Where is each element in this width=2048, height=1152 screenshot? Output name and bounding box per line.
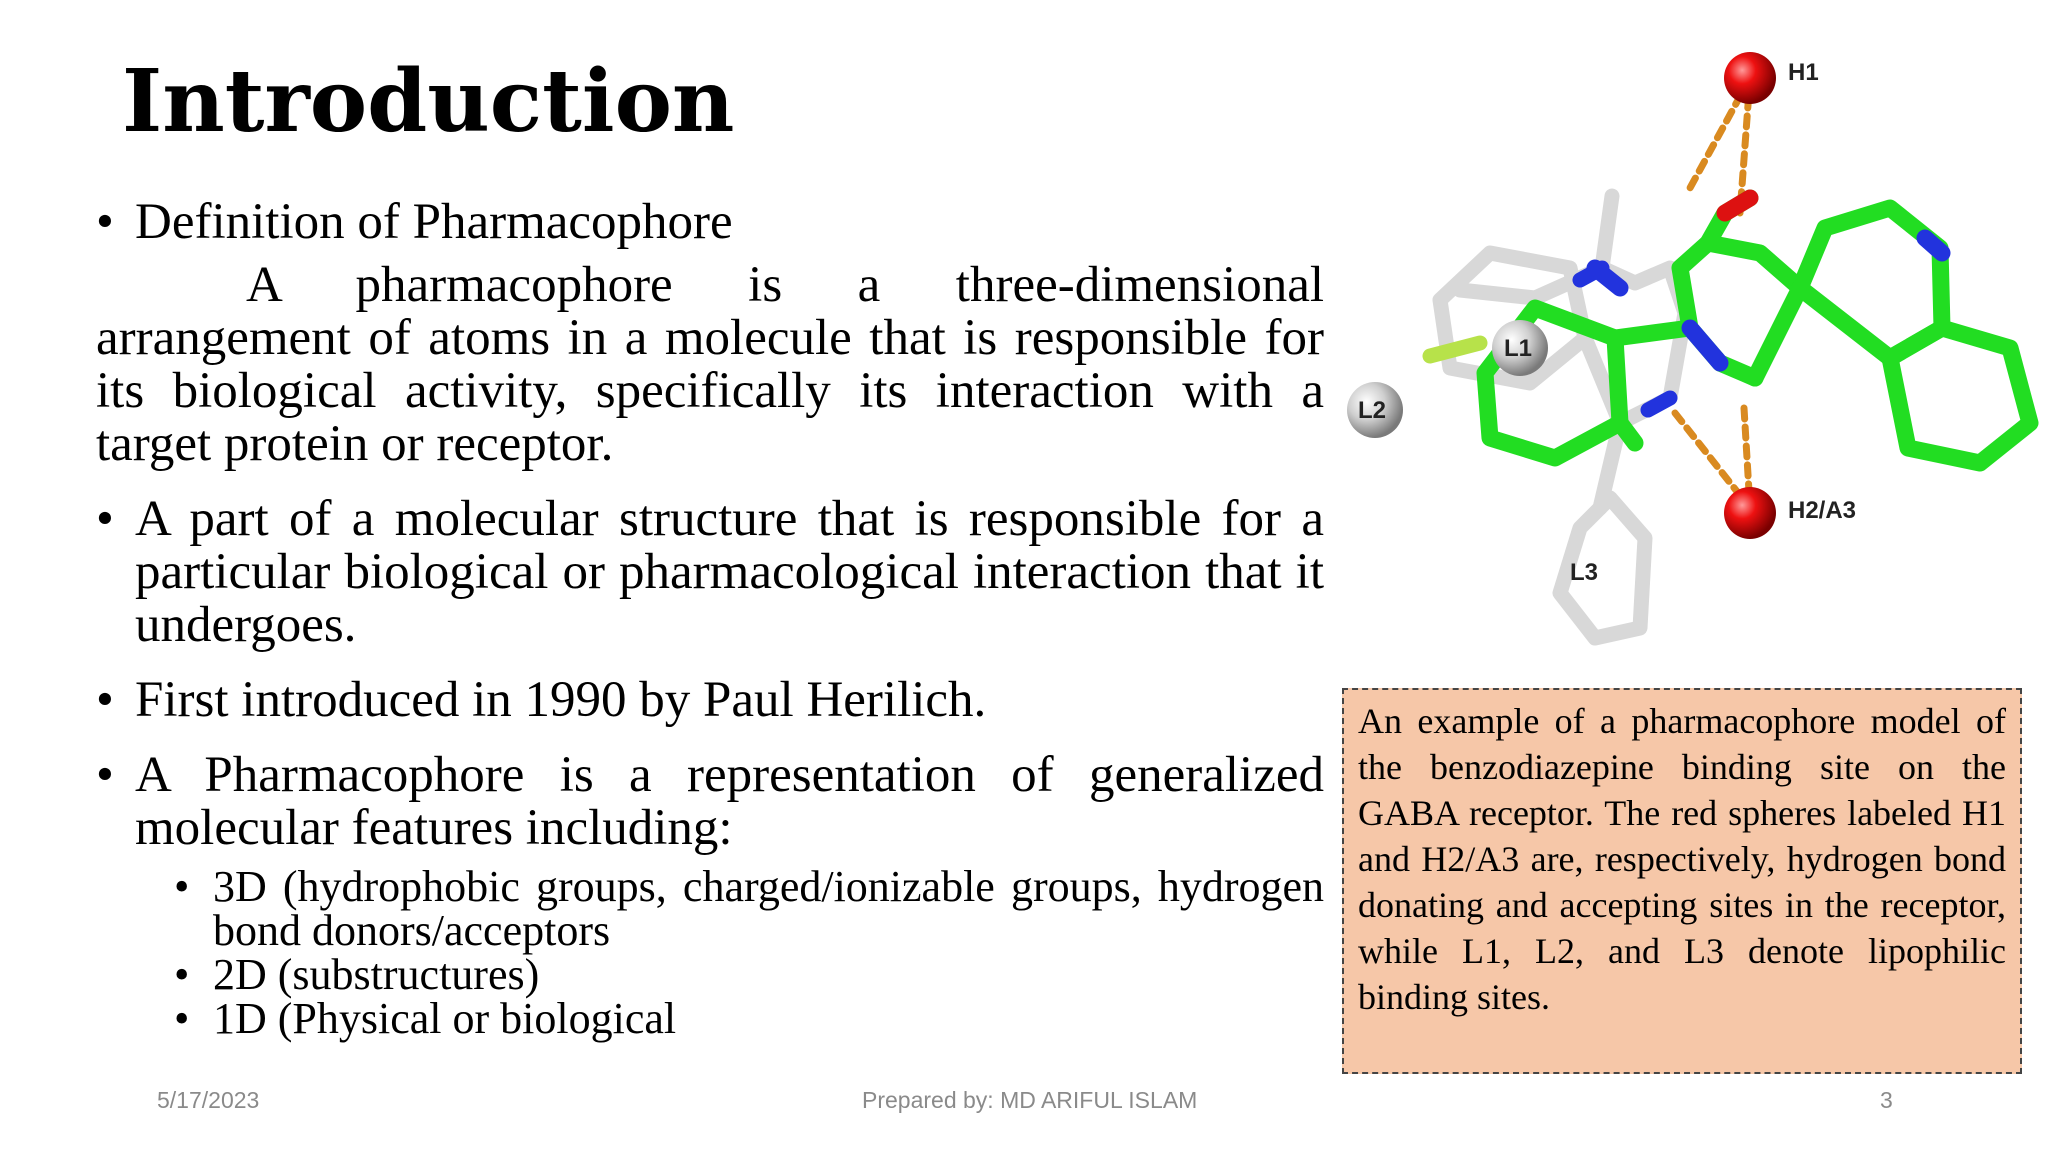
bullet-text: First introduced in 1990 by Paul Herilich. bbox=[135, 672, 987, 728]
h2a3-sphere bbox=[1724, 487, 1776, 539]
bullet-representation bbox=[96, 749, 1324, 855]
bullet-definition bbox=[96, 196, 1324, 249]
label-l1: L1 bbox=[1504, 335, 1533, 362]
footer-author: Prepared by: MD ARIFUL ISLAM bbox=[862, 1087, 1198, 1113]
bullet-text: Definition of Pharmacophore bbox=[135, 194, 733, 250]
footer-page-number: 3 bbox=[1880, 1087, 1893, 1113]
figure-caption-box: An example of a pharmacophore model of the benzodiazepine binding site on the GABA receptor. The red spheres labeled H1 and H2/A3 are, respectively, hydrogen bond donating and accepting sites in the receptor, while L1, L2, and L3 denote lipophilic binding sites. bbox=[1342, 688, 2022, 1074]
bullet-dot: • bbox=[96, 194, 114, 250]
subbullet-2d bbox=[96, 950, 1324, 999]
subbullet-dot: • bbox=[174, 862, 190, 911]
label-l2: L2 bbox=[1358, 397, 1387, 424]
bullet-dot: • bbox=[96, 672, 114, 728]
subbullet-dot: • bbox=[174, 950, 190, 999]
bullet-dot: • bbox=[96, 747, 114, 803]
subbullet-dot: • bbox=[174, 994, 190, 1043]
footer-date: 5/17/2023 bbox=[157, 1087, 260, 1113]
bullet-text: A Pharmacophore is a representation of generalized molecular features including: bbox=[135, 747, 1324, 856]
label-l3: L3 bbox=[1570, 559, 1599, 586]
subbullet-1d bbox=[96, 994, 1324, 1043]
subbullet-text: 2D (substructures) bbox=[213, 950, 540, 999]
subbullet-text: 3D (hydrophobic groups, charged/ionizable groups, hydrogen bond donors/acceptors bbox=[213, 862, 1324, 955]
bullet-dot: • bbox=[96, 491, 114, 547]
slide-title: Introduction bbox=[122, 51, 735, 152]
h1-sphere bbox=[1724, 52, 1776, 104]
label-h1: H1 bbox=[1788, 59, 1819, 86]
subbullet-text: 1D (Physical or biological bbox=[213, 994, 677, 1043]
green-molecule-structure bbox=[1485, 198, 2030, 463]
l2-bond-highlight bbox=[1430, 343, 1480, 356]
slide-content bbox=[96, 196, 1324, 1053]
definition-paragraph: A pharmacophore is a three-dimensional arrangement of atoms in a molecule that is responsible for its biological activity, specifically its interaction with a target protein or receptor. bbox=[96, 257, 1324, 472]
bullet-first-introduced bbox=[96, 674, 1324, 727]
bullet-text: A part of a molecular structure that is responsible for a particular biological or pharmacological interaction that it undergoes. bbox=[135, 491, 1324, 653]
label-h2a3: H2/A3 bbox=[1788, 497, 1857, 524]
bullet-molecular-part bbox=[96, 493, 1324, 652]
gray-ligand-structure bbox=[1440, 196, 1685, 638]
subbullet-3d bbox=[96, 862, 1324, 955]
pharmacophore-molecule-image bbox=[1330, 38, 2042, 668]
